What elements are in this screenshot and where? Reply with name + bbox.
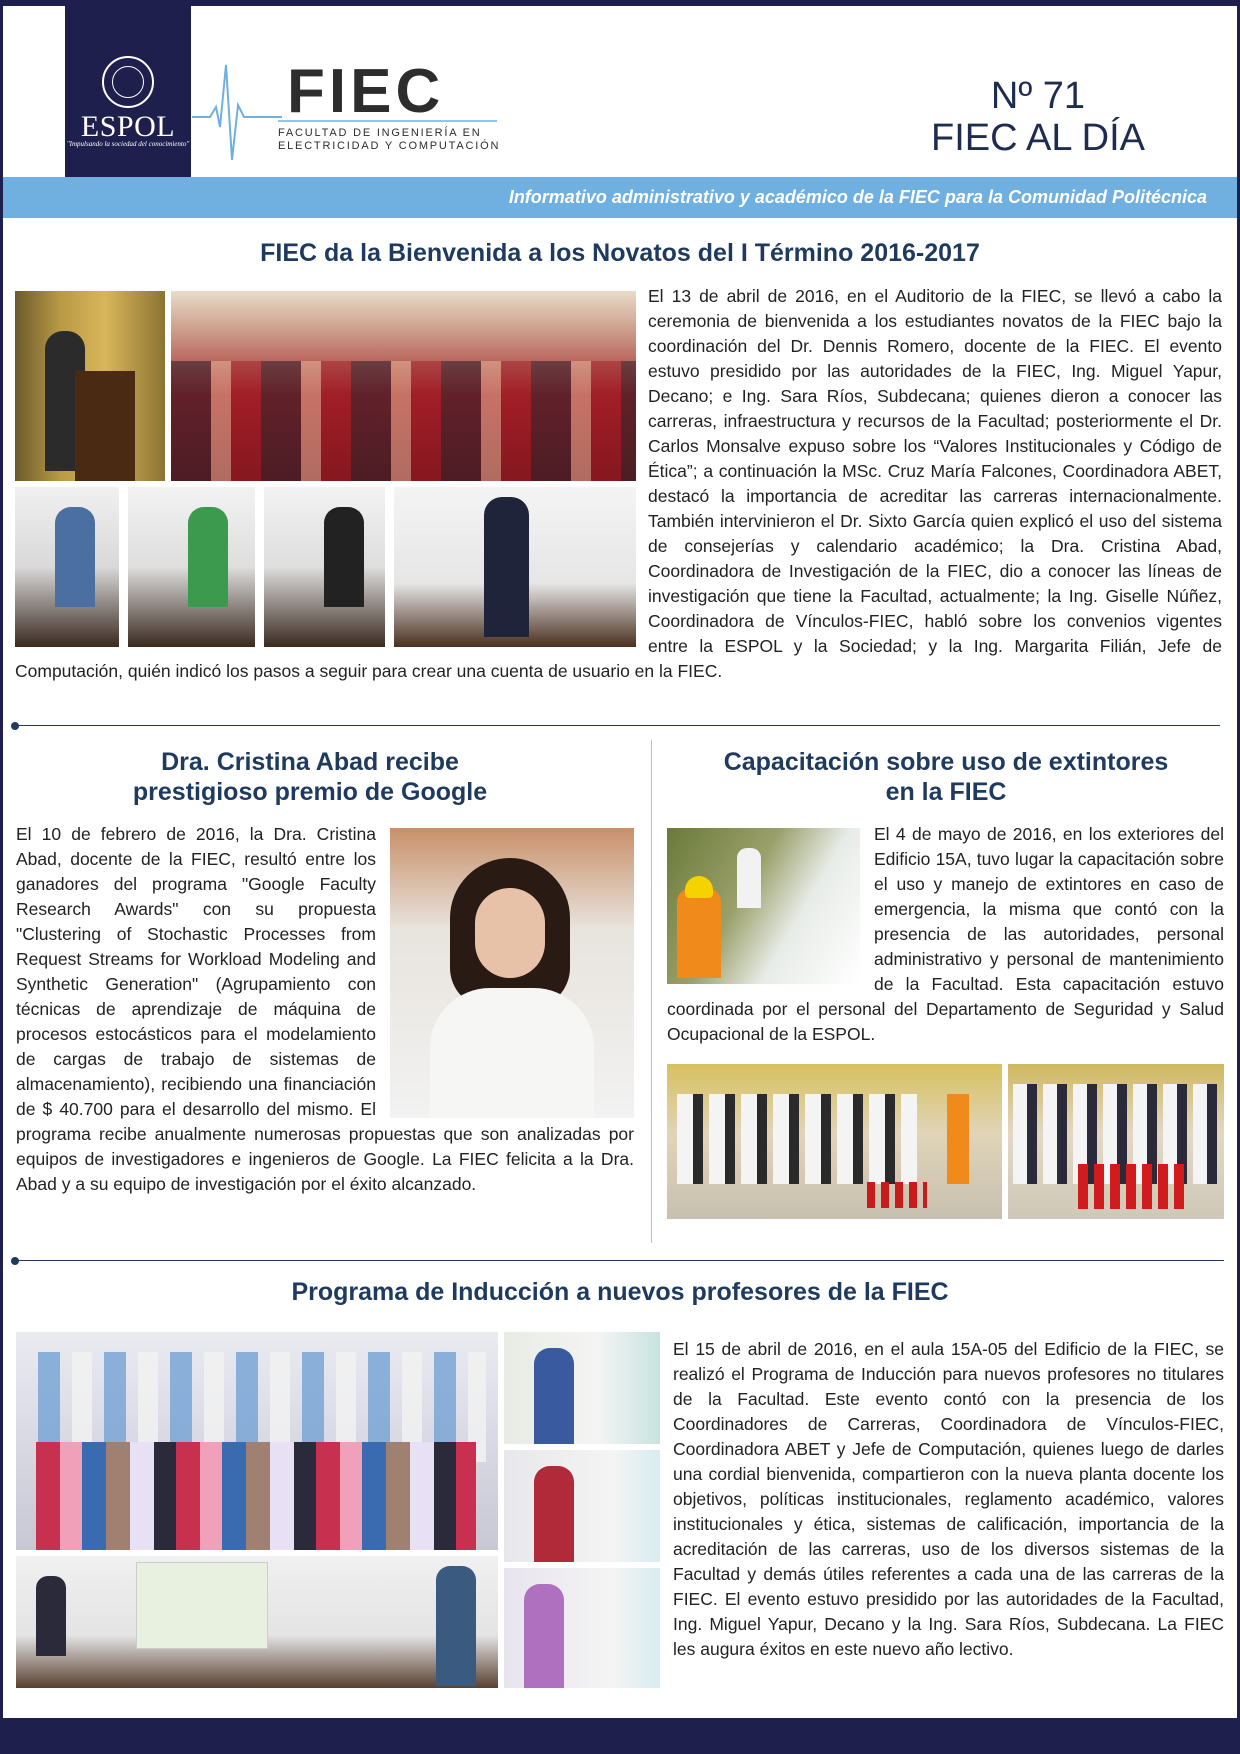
column-divider: [651, 740, 652, 1243]
tagline: Informativo administrativo y académico de la FIEC para la Comunidad Politécnica: [508, 187, 1207, 207]
divider-dot-1: [11, 722, 19, 730]
left-border: [0, 0, 3, 1754]
extintores-body: [667, 822, 1224, 1047]
fiec-logo: [192, 55, 502, 165]
induccion-photo-speaker-2: [504, 1450, 660, 1562]
espol-seal-icon: [102, 56, 154, 108]
google-body: [16, 822, 634, 1197]
espol-tagline: "Impulsando la sociedad del conocimiento": [66, 140, 190, 148]
google-headline: [15, 747, 605, 807]
induccion-photo-classroom: [16, 1556, 498, 1688]
welcome-body: [15, 284, 1222, 684]
fiec-wordmark: FIEC: [287, 57, 445, 126]
extintores-photo-group-2: [1008, 1064, 1224, 1219]
extintores-headline-line2: en la FIEC: [885, 778, 1007, 806]
divider-1: [15, 725, 1220, 726]
footer-band: [0, 1718, 1240, 1754]
google-photo-abad: [390, 828, 634, 1118]
issue-number: Nº 71: [990, 75, 1086, 117]
google-headline-line2: prestigioso premio de Google: [132, 778, 488, 806]
tagline-band: [3, 177, 1237, 218]
welcome-headline: FIEC da la Bienvenida a los Novatos del I Término 2016-2017: [260, 239, 980, 267]
extintores-photo-group-1: [667, 1064, 1002, 1219]
induccion-body: El 15 de abril de 2016, en el aula 15A-05 del Edificio de la FIEC, se realizó el Programa de Inducción para nuevos profesores no titulares de la Facultad. Este evento contó con la presencia de los Coordinadores de Carreras, Coordinadora de Vínculos-FIEC, Coordinadora ABET y Jefe de Computación, quienes luego de darles una cordial bienvenida, compartieron con la nueva planta docente los objetivos, políticas institucionales, reglamento académico, valores institucionales y ética, sistemas de calificación, importancia de la acreditación de las carreras, uso de los diversos sistemas de la Facultad y demás útiles referentes a cada una de las carreras de la FIEC. El evento estuvo presidido por las autoridades de la Facultad, Ing. Miguel Yapur, Decano y la Ing. Sara Ríos, Subdecana. La FIEC les augura éxitos en este nuevo año lectivo.: [673, 1339, 1224, 1659]
divider-dot-2: [11, 1257, 19, 1265]
divider-2: [15, 1260, 1224, 1261]
extintores-photo-demo: [667, 828, 860, 984]
google-headline-line1: Dra. Cristina Abad recibe: [161, 748, 459, 776]
issue-title: FIEC AL DÍA: [931, 117, 1145, 159]
extintores-body-text: El 4 de mayo de 2016, en los exteriores del Edificio 15A, tuvo lugar la capacitación sobre el uso y manejo de extintores en caso de emergencia, la misma que contó con la presencia de las autoridades, personal administrativo y personal de mantenimiento de la Facultad. Esta capacitación estuvo coordinada por el personal del Departamento de Seguridad y Salud Ocupacional de la ESPOL.: [667, 824, 1224, 1044]
induccion-photo-speaker-3: [504, 1568, 660, 1688]
induccion-photo-group: [16, 1332, 498, 1550]
google-body-text: El 10 de febrero de 2016, la Dra. Cristina Abad, docente de la FIEC, resultó entre los ganadores del programa "Google Faculty Research Awards" con su propuesta "Clustering of Stochastic Processes from Request Streams for Workload Modeling and Synthetic Generation" (Agrupamiento con técnicas de aprendizaje de máquina de procesos estocásticos para el modelamiento de cargas de trabajo de sistemas de almacenamiento), recibiendo una financiación de $ 40.700 para el desarrollo del mismo. El programa recibe anualmente numerosas propuestas que son analizadas por equipos de investigadores e ingenieros de Google. La FIEC felicita a la Dra. Abad y a su equipo de investigación por el éxito alcanzado.: [16, 824, 634, 1194]
extintores-headline-line1: Capacitación sobre uso de extintores: [723, 748, 1169, 776]
espol-name: ESPOL: [80, 110, 176, 143]
induccion-photo-speaker-1: [504, 1332, 660, 1444]
fiec-subtitle-line2: ELECTRICIDAD Y COMPUTACIÓN: [278, 140, 501, 152]
fiec-subtitle-line1: FACULTAD DE INGENIERÍA EN: [278, 127, 482, 139]
induccion-headline: Programa de Inducción a nuevos profesores de la FIEC: [291, 1278, 949, 1306]
welcome-photo-space: [15, 284, 648, 646]
extintores-headline: [666, 747, 1226, 807]
welcome-body-text: El 13 de abril de 2016, en el Auditorio de la FIEC, se llevó a cabo la ceremonia de bienvenida a los estudiantes novatos de la FIEC bajo la coordinación del Dr. Dennis Romero, docente de la FIEC. El evento estuvo presidido por las autoridades de la FIEC, Ing. Miguel Yapur, Decano; e Ing. Sara Ríos, Subdecana; quienes dieron a conocer las carreras, infraestructura y recursos de la Facultad; posteriormente el Dr. Carlos Monsalve expuso sobre los “Valores Institucionales y Código de Ética”; a continuación la MSc. Cruz María Falcones, Coordinadora ABET, destacó la importancia de acreditar las carreras internacionalmente. También intervinieron el Dr. Sixto García quien explicó el uso del sistema de consejerías y calendario académico; la Dra. Cristina Abad, Coordinadora de Investigación de la FIEC, dio a conocer las líneas de investigación que tiene la Facultad, actualmente; la Ing. Giselle Núñez, Coordinadora de Vínculos-FIEC, habló sobre los convenios vigentes entre la ESPOL y la Sociedad; y la Ing. Margarita Filián, Jefe de Computación, quién indicó los pasos a seguir para crear una cuenta de usuario en la FIEC.: [15, 286, 1222, 681]
